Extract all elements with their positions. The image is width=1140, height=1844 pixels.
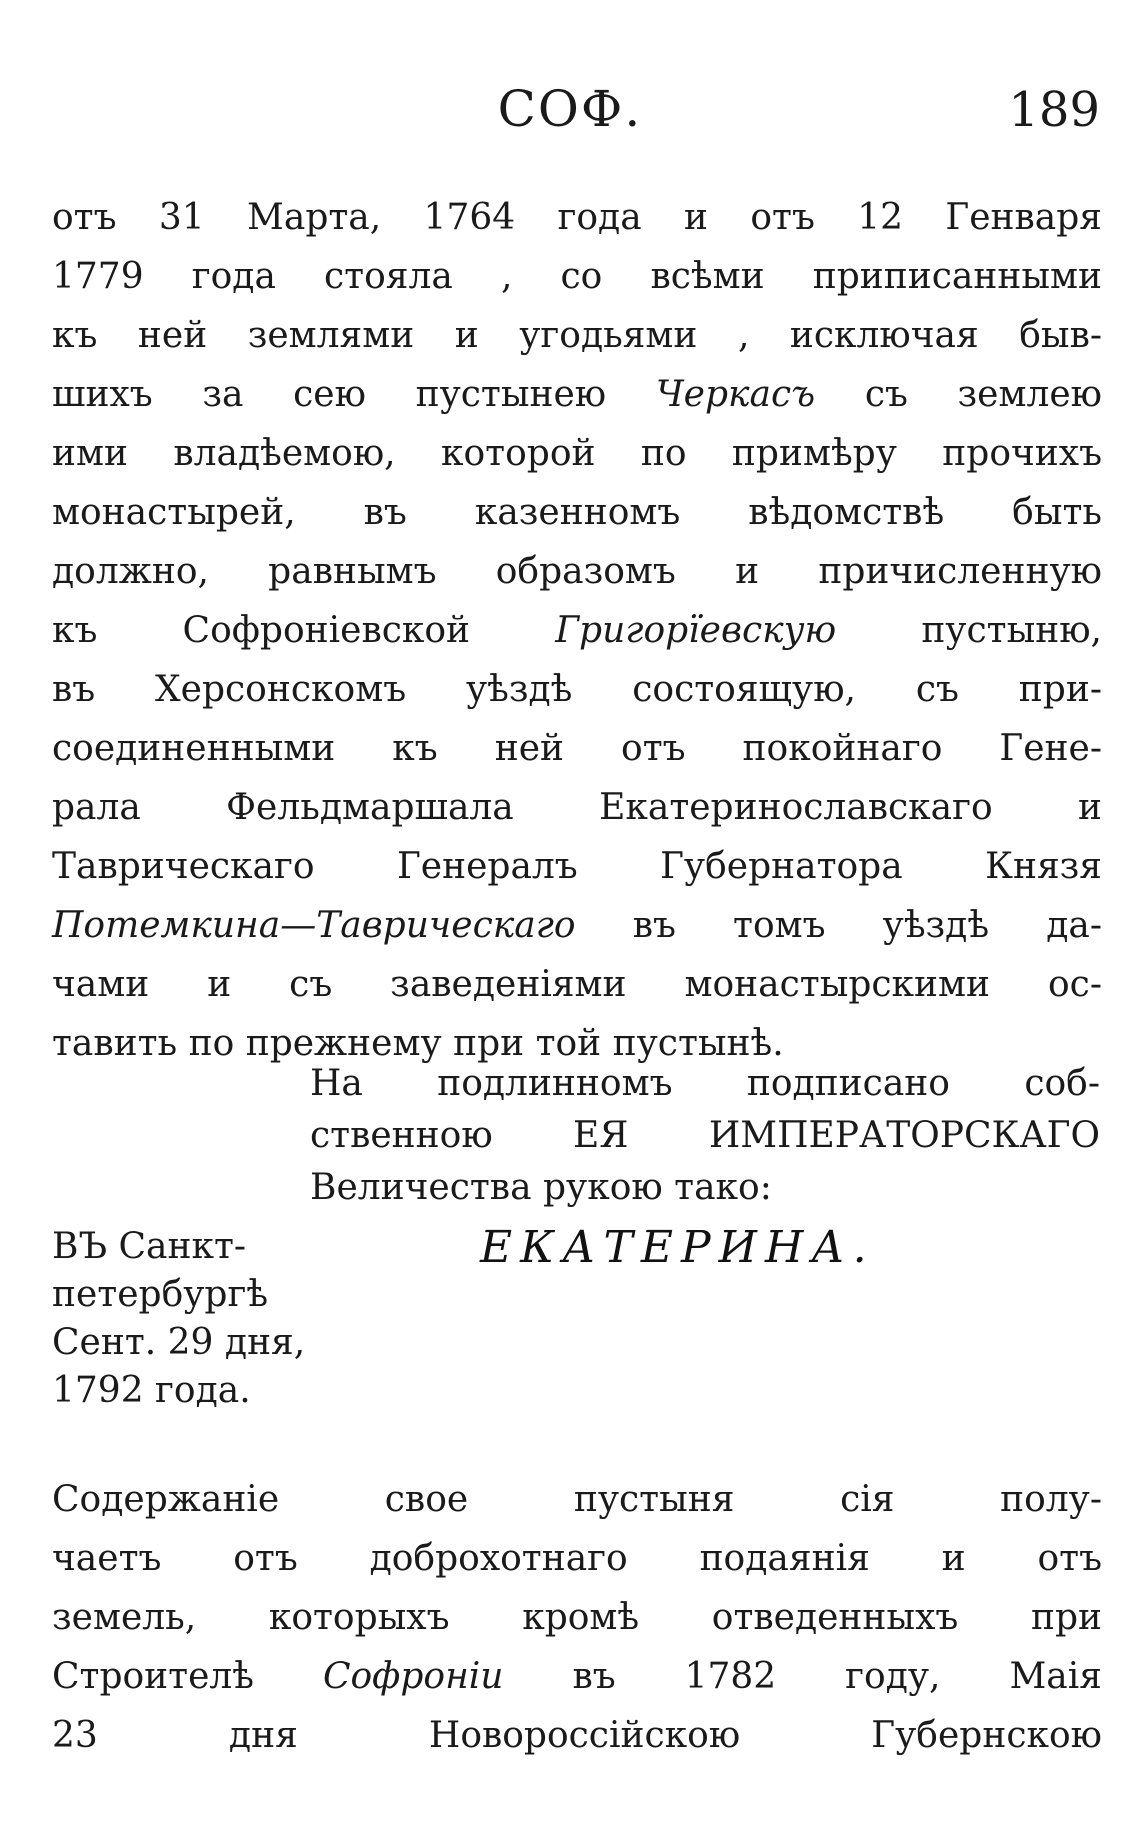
paragraph-maintenance xyxy=(52,1470,1102,1765)
text-line: въ Херсонскомъ уѣздѣ состоящую, съ при- xyxy=(52,669,1102,710)
signed-note xyxy=(310,1058,1100,1214)
text-segment: шихъ за сею пустынею xyxy=(52,374,607,415)
text-line: ВЪ Санкт- xyxy=(52,1226,247,1267)
page-number: 189 xyxy=(1008,82,1100,138)
text-segment: въ томъ уѣздѣ да- xyxy=(632,905,1102,946)
running-head: СОФ. xyxy=(497,80,643,138)
text-line xyxy=(52,1647,1102,1706)
signature: ЕКАТЕРИНА. xyxy=(480,1222,875,1273)
text-line: Величества рукою тако: xyxy=(310,1167,772,1208)
text-segment: Строителѣ xyxy=(52,1656,254,1697)
text-line: Сент. 29 дня, xyxy=(52,1322,306,1363)
text-line: 23 дня Новороссійскою Губернскою xyxy=(52,1715,1102,1756)
text-line xyxy=(52,896,1102,955)
text-line: соединенными къ ней отъ покойнаго Гене- xyxy=(52,728,1102,769)
text-line: отъ 31 Марта, 1764 года и отъ 12 Генваря xyxy=(52,197,1102,238)
text-line: 1792 года. xyxy=(52,1370,251,1411)
text-line: монастырей, въ казенномъ вѣдомствѣ быть xyxy=(52,492,1102,533)
text-segment: къ Софроніевской xyxy=(52,610,471,651)
text-line: къ ней землями и угодьями , исключая быв- xyxy=(52,315,1102,356)
text-line: земель, которыхъ кромѣ отведенныхъ при xyxy=(52,1597,1102,1638)
text-line: петербургѣ xyxy=(52,1274,269,1315)
text-line: ственною ЕЯ ИМПЕРАТОРСКАГО xyxy=(310,1115,1100,1156)
page-header xyxy=(0,80,1140,150)
text-line: рала Фельдмаршала Екатеринославскаго и xyxy=(52,787,1102,828)
italic-name: Потемкина—Таврическаго xyxy=(52,905,576,946)
italic-name: Григорїевскую xyxy=(555,610,837,651)
text-line: ими владѣемою, которой по примѣру прочихъ xyxy=(52,433,1102,474)
text-line: Таврическаго Генералъ Губернатора Князя xyxy=(52,846,1102,887)
text-segment: въ 1782 году, Маія xyxy=(572,1656,1102,1697)
text-line: чами и съ заведеніями монастырскими ос- xyxy=(52,964,1102,1005)
place-date xyxy=(52,1223,372,1415)
text-line xyxy=(52,601,1102,660)
text-line: должно, равнымъ образомъ и причисленную xyxy=(52,551,1102,592)
text-line: тавить по прежнему при той пустынѣ. xyxy=(52,1023,784,1064)
italic-name: Софроніи xyxy=(322,1656,504,1697)
text-line: На подлинномъ подписано соб- xyxy=(310,1063,1100,1104)
italic-name: Черкасъ xyxy=(655,374,816,415)
text-segment: съ землею xyxy=(864,374,1103,415)
text-line: 1779 года стояла , со всѣми приписанными xyxy=(52,256,1102,297)
text-line: Содержаніе свое пустыня сія полу- xyxy=(52,1479,1102,1520)
text-line: чаетъ отъ доброхотнаго подаянія и отъ xyxy=(52,1538,1102,1579)
text-line xyxy=(52,365,1102,424)
text-segment: пустыню, xyxy=(921,610,1102,651)
paragraph-decree xyxy=(52,188,1102,1073)
